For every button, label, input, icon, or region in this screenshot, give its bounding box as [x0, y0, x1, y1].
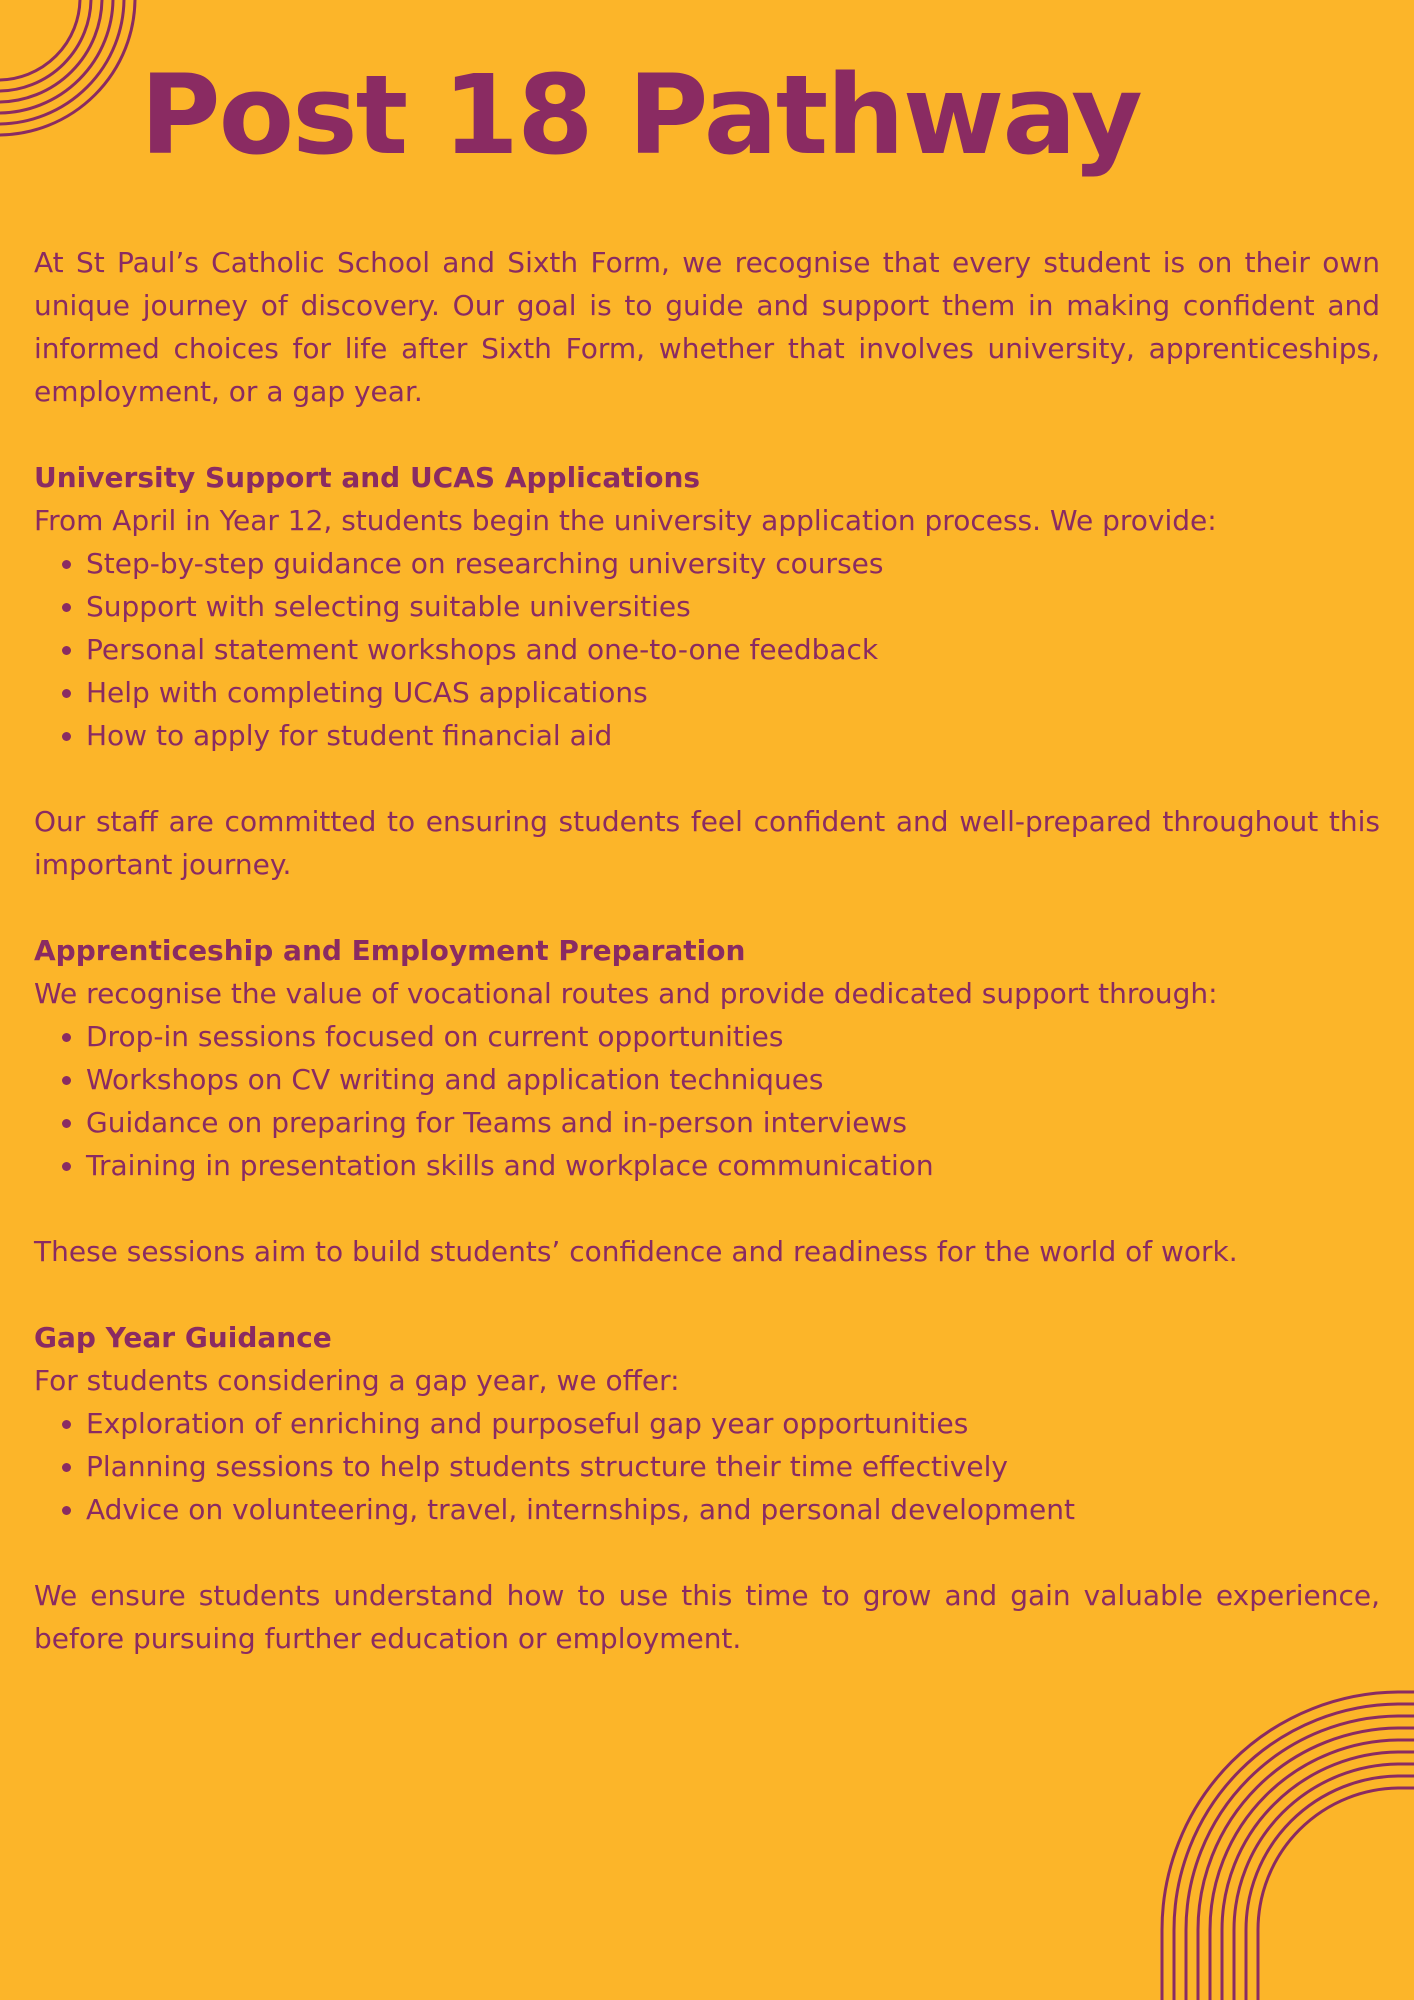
gap-year-section: [34, 1316, 1380, 1660]
spacer: [34, 1531, 1380, 1574]
spacer: [34, 1273, 1380, 1316]
list-item: • Step-by-step guidance on researching university courses: [86, 542, 1380, 585]
list-item: • How to apply for student financial aid: [86, 714, 1380, 757]
list-item: • Guidance on preparing for Teams and in-person interviews: [86, 1101, 1380, 1144]
apprenticeship-section: [34, 929, 1380, 1273]
list-item: • Planning sessions to help students structure their time effectively: [86, 1445, 1380, 1488]
university-closing: Our staff are committed to ensuring students feel confident and well-prepared throughout this important journey.: [34, 805, 1380, 881]
decorative-arcs-bottom-right: [1160, 1690, 1414, 2000]
list-item: • Advice on volunteering, travel, internships, and personal development: [86, 1488, 1380, 1531]
gap-year-closing: We ensure students understand how to use this time to grow and gain valuable experience, before pursuing further education or employment.: [34, 1579, 1380, 1655]
apprenticeship-list: [34, 1015, 1380, 1187]
apprenticeship-closing: These sessions aim to build students’ confidence and readiness for the world of work.: [34, 1235, 1238, 1268]
list-item: • Training in presentation skills and workplace communication: [86, 1144, 1380, 1187]
apprenticeship-heading: Apprenticeship and Employment Preparation: [34, 934, 746, 967]
gap-year-list: [34, 1402, 1380, 1531]
intro-paragraph: At St Paul’s Catholic School and Sixth Form, we recognise that every student is on their own unique journey of discovery. Our goal is to guide and support them in making confident and informed choices for life after Sixth Form, whether that involves university, apprenticeships, employment, or a gap year.: [34, 246, 1380, 408]
gap-year-heading: Gap Year Guidance: [34, 1321, 332, 1354]
university-lead: From April in Year 12, students begin the university application process. We provide:: [34, 504, 1217, 537]
list-item: • Help with completing UCAS applications: [86, 671, 1380, 714]
gap-year-lead: For students considering a gap year, we offer:: [34, 1364, 680, 1397]
list-item: • Personal statement workshops and one-to-one feedback: [86, 628, 1380, 671]
spacer: [34, 757, 1380, 800]
page-title: Post 18 Pathway: [140, 51, 1141, 179]
apprenticeship-lead: We recognise the value of vocational routes and provide dedicated support through:: [34, 977, 1218, 1010]
list-item: • Support with selecting suitable universities: [86, 585, 1380, 628]
list-item: • Drop-in sessions focused on current opportunities: [86, 1015, 1380, 1058]
list-item: • Workshops on CV writing and application techniques: [86, 1058, 1380, 1101]
spacer: [34, 1187, 1380, 1230]
decorative-arcs-top-left: [0, 0, 140, 220]
university-list: [34, 542, 1380, 757]
spacer: [34, 413, 1380, 456]
document-body: [34, 241, 1380, 1660]
spacer: [34, 886, 1380, 929]
list-item: • Exploration of enriching and purposeful gap year opportunities: [86, 1402, 1380, 1445]
university-heading: University Support and UCAS Applications: [34, 461, 701, 494]
university-section: [34, 456, 1380, 886]
